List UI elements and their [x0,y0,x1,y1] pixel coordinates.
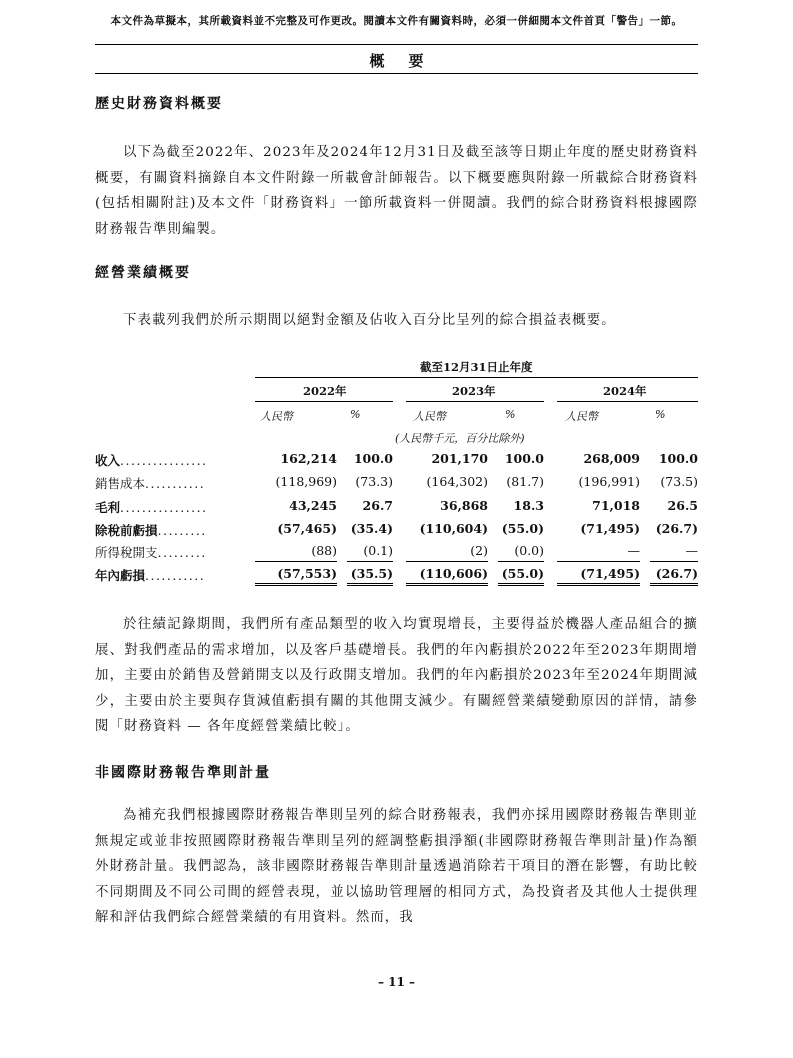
table-cell: (71,495) [580,521,640,536]
table-cell: (35.4) [350,521,393,536]
paragraph-historical: 以下為截至2022年、2023年及2024年12月31日及截至該等日期止年度的歷史財務資料概要，有關資料摘錄自本文件附錄一所載會計師報告。以下概要應與附錄一所載綜合財務資料(包括相關附註)及本文件「財務資料」一節所載資料一併閱讀。我們的綜合財務資料根據國際財務報告準則編製。 [95,145,698,237]
draft-warning-banner: 本文件為草擬本，其所載資料並不完整及可作更改。閱讀本文件有關資料時，必須一併細閱本文件首頁「警告」一節。 [110,15,683,27]
period-header-rule [255,377,698,378]
col-pct-2024: % [655,408,666,421]
subtotal-rule [557,561,640,562]
income-statement-table [95,355,698,585]
table-cell: (118,969) [275,474,337,489]
row-label-text: 毛利 [95,500,121,515]
year-rule-2022 [255,401,393,402]
row-label [95,498,208,516]
table-cell: 26.5 [667,498,698,513]
table-cell: (110,606) [419,566,488,581]
subtotal-rule [406,561,488,562]
table-cell: (196,991) [578,474,640,489]
table-cell: (0.1) [363,543,393,558]
row-leader-dots: ........... [145,476,206,491]
table-cell: (164,302) [426,474,488,489]
period-header: 截至12月31日止年度 [420,360,533,374]
table-cell: — [685,543,698,558]
table-cell: (26.7) [655,566,698,581]
table-cell: 36,868 [440,498,488,513]
row-leader-dots: ......... [157,523,207,538]
page-title: 概要 [369,52,448,70]
table-cell: 201,170 [431,451,488,466]
row-label [95,451,208,469]
table-cell: (26.7) [655,521,698,536]
col-pct-2022: % [350,408,361,421]
table-cell: (73.3) [355,474,393,489]
subtotal-rule [498,561,544,562]
table-cell: (55.0) [501,521,544,536]
subtotal-rule [650,561,698,562]
table-cell: (88) [311,543,337,558]
row-label-text: 銷售成本 [95,476,146,491]
row-leader-dots: ......... [157,545,207,560]
table-cell: (0.0) [514,543,544,558]
col-rmb-2024: 人民幣 [565,410,598,423]
total-double-rule [406,583,488,586]
col-rmb-2023: 人民幣 [413,410,446,423]
table-cell: (2) [470,543,488,558]
page-number: – 11 – [377,975,416,989]
row-label [95,474,205,492]
header-bottom-rule [95,73,698,74]
row-leader-dots: ................ [120,453,208,468]
row-label-text: 收入 [95,453,121,468]
table-cell: — [627,543,640,558]
table-cell: 43,245 [289,498,337,513]
year-rule-2024 [557,401,698,402]
total-double-rule [347,583,393,586]
table-cell: 26.7 [362,498,393,513]
row-label [95,521,207,539]
table-cell: 100.0 [658,451,698,466]
table-cell: 100.0 [353,451,393,466]
total-double-rule [498,583,544,586]
table-cell: (55.0) [501,566,544,581]
paragraph-analysis: 於往績記錄期間，我們所有產品類型的收入均實現增長，主要得益於機器人產品組合的擴展、對我們產品的需求增加，以及客戶基礎增長。我們的年內虧損於2022年至2023年期間增加，主要由於銷售及營銷開支以及行政開支增加。我們的年內虧損於2023年至2024年期間減少，主要由於主要與存貨減值虧損有關的其他開支減少。有關經營業績變動原因的詳情，請參閱「財務資料 — 各年度經營業績比較」。 [95,617,698,734]
header-top-rule [95,44,698,45]
col-rmb-2022: 人民幣 [260,410,293,423]
section-heading-historical: 歷史財務資料概要 [95,96,223,112]
table-cell: (73.5) [660,474,698,489]
table-cell: 18.3 [513,498,544,513]
table-cell: 268,009 [583,451,640,466]
row-label-text: 除稅前虧損 [95,523,158,538]
section-heading-operating: 經營業績概要 [95,265,191,281]
year-header-2024: 2024年 [603,384,647,398]
table-cell: 162,214 [280,451,337,466]
row-label-text: 年內虧損 [95,568,146,583]
total-double-rule [557,583,640,586]
total-double-rule [255,583,337,586]
paragraph-non-ifrs: 為補充我們根據國際財務報告準則呈列的綜合財務報表，我們亦採用國際財務報告準則並無規定或並非按照國際財務報告準則呈列的經調整虧損淨額(非國際財務報告準則計量)作為額外財務計量。我們認為，該非國際財務報告準則計量透過消除若干項目的潛在影響，有助比較不同期間及不同公司間的經營表現，並以協助管理層的相同方式，為投資者及其他人士提供理解和評估我們綜合經營業績的有用資料。然而，我 [95,808,698,925]
row-leader-dots: ................ [120,500,208,515]
paragraph-operating: 下表載列我們於所示期間以絕對金額及佔收入百分比呈列的綜合損益表概要。 [123,313,616,328]
unit-note: (人民幣千元，百分比除外) [395,432,525,445]
row-label [95,543,207,561]
year-header-2022: 2022年 [303,384,347,398]
col-pct-2023: % [505,408,516,421]
table-cell: (110,604) [419,521,488,536]
row-label [95,566,205,584]
table-cell: (35.5) [350,566,393,581]
year-rule-2023 [406,401,544,402]
year-header-2023: 2023年 [452,384,496,398]
row-leader-dots: ........... [145,568,206,583]
table-cell: 71,018 [592,498,640,513]
subtotal-rule [347,561,393,562]
total-double-rule [650,583,698,586]
section-heading-non-ifrs: 非國際財務報告準則計量 [95,765,271,781]
table-cell: 100.0 [504,451,544,466]
row-label-text: 所得稅開支 [95,545,158,560]
table-cell: (57,465) [277,521,337,536]
table-cell: (81.7) [506,474,544,489]
subtotal-rule [255,561,337,562]
table-cell: (71,495) [580,566,640,581]
table-cell: (57,553) [277,566,337,581]
